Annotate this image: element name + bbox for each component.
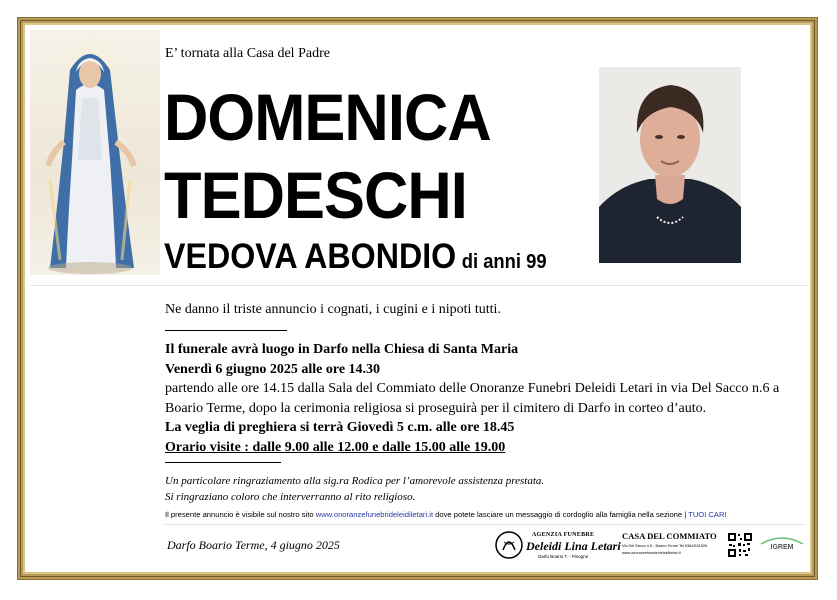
funeral-details bbox=[165, 340, 805, 457]
agency-name: Deleidi Lina Letari bbox=[526, 539, 621, 553]
announcement-text: Ne danno il triste annuncio i cognati, i cugini e i nipoti tutti. bbox=[165, 302, 501, 317]
funeral-procession: partendo alle ore 14.15 dalla Sala del Commiato delle Onoranze Funebri Deleidi Letari in via Del Sacco n.6 a Boario Terme, dopo la cerimonia religiosa si proseguirà per il cimitero di Darfo in corteo d’auto. bbox=[165, 381, 780, 416]
visiting-hours: Orario visite : dalle 9.00 alle 12.00 e dalle 15.00 alle 19.00 bbox=[165, 439, 506, 455]
divider-line bbox=[165, 330, 287, 331]
funeral-datetime: Venerdì 6 giugno 2025 alle ore 14.30 bbox=[165, 361, 381, 377]
website-notice bbox=[165, 510, 727, 519]
widow-of: VEDOVA ABONDIO bbox=[164, 237, 457, 276]
place-date: Darfo Boario Terme, 4 giugno 2025 bbox=[167, 538, 340, 552]
tuoi-cari-link[interactable]: TUOI CARI bbox=[688, 510, 727, 519]
agency-emblem-icon bbox=[494, 530, 524, 560]
casa-commiato-title: CASA DEL COMMIATO bbox=[622, 531, 717, 541]
vigil-text: La veglia di preghiera si terrà Giovedì 5 c.m. alle ore 18.45 bbox=[165, 420, 515, 435]
agency-title: AGENZIA FUNEBRE bbox=[532, 532, 595, 538]
first-name: DOMENICA bbox=[164, 80, 491, 154]
igrem-logo bbox=[759, 534, 805, 552]
thanks-line: Un particolare ringraziamento alla sig.ra Rodica per l’amorevole assistenza prestata. bbox=[165, 475, 545, 487]
divider-line bbox=[165, 462, 281, 463]
agency-logo bbox=[494, 528, 619, 564]
casa-commiato-address: Via Del Sacco n.6 - Boario Terme Tel.0364/531526 bbox=[622, 544, 708, 548]
casa-commiato-web: www.onoranzefunebrideleidiletari.it bbox=[622, 551, 681, 555]
footer-divider bbox=[165, 524, 805, 525]
last-name: TEDESCHI bbox=[164, 158, 467, 232]
thanks-line: Si ringraziano coloro che interverranno al rito religioso. bbox=[165, 491, 416, 503]
notice-middle: dove potete lasciare un messaggio di cordoglio alla famiglia nella sezione | bbox=[433, 510, 689, 519]
madonna-image bbox=[30, 30, 160, 275]
casa-commiato-block bbox=[622, 531, 722, 555]
agency-subtitle: Darfo Boario T. - Pisogne bbox=[538, 554, 589, 559]
qr-code-icon[interactable] bbox=[727, 532, 753, 558]
thanks-text bbox=[165, 473, 544, 505]
funeral-location: Il funerale avrà luogo in Darfo nella Chiesa di Santa Maria bbox=[165, 342, 519, 357]
igrem-text: IGREM bbox=[770, 544, 794, 551]
age-text: di anni 99 bbox=[461, 251, 547, 273]
portrait-photo bbox=[599, 67, 741, 263]
name-subtitle bbox=[164, 238, 547, 276]
notice-prefix: Il presente annuncio è visibile sul nostro sito bbox=[165, 510, 316, 519]
header-divider bbox=[30, 285, 807, 286]
intro-text: E’ tornata alla Casa del Padre bbox=[165, 46, 330, 61]
website-link[interactable]: www.onoranzefunebrideleidiletari.it bbox=[315, 510, 434, 519]
